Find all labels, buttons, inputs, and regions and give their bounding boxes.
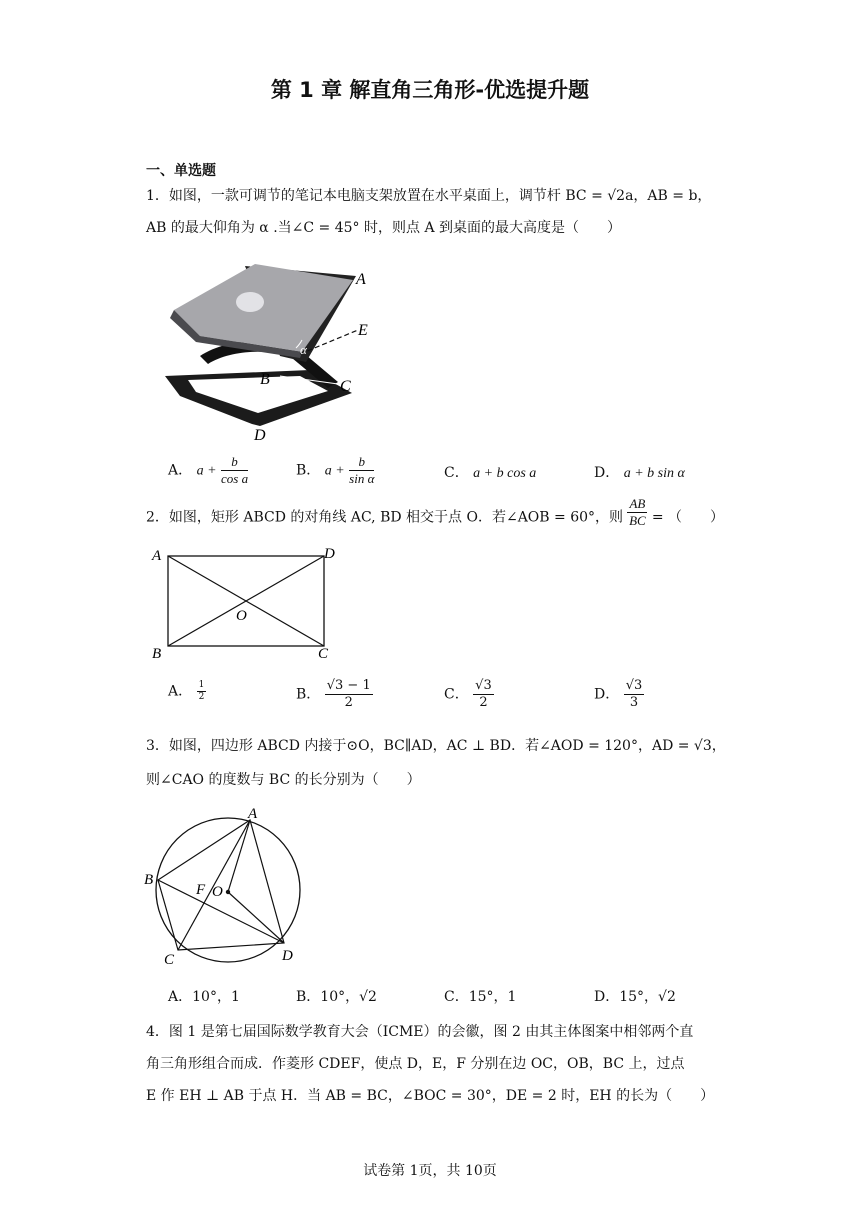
q2-option-b-frac: $\frac{√3 - 1}{2}$ — [326, 678, 371, 710]
q3-option-d[interactable]: D．15°，√2 — [594, 989, 676, 1005]
q2-label-d: D — [324, 546, 335, 562]
q2-option-b[interactable]: B． $\frac{√3 - 1}{2}$ — [296, 678, 371, 710]
q1-stem-line1: 1．如图，一款可调节的笔记本电脑支架放置在水平桌面上，调节杆 BC = √2a，AB = b， — [146, 188, 712, 204]
q3-option-a[interactable]: A．10°，1 — [168, 989, 240, 1005]
q2-stem-text: 2．如图，矩形 ABCD 的对角线 AC, BD 相交于点 O．若∠AOB = 60°，则 — [146, 509, 624, 526]
q2-label-b: B — [152, 646, 162, 662]
q1-option-a-key: A． — [168, 462, 193, 479]
q3-option-c[interactable]: C．15°，1 — [444, 989, 517, 1005]
q1-option-d-key: D． — [594, 465, 620, 481]
q1-option-a[interactable] — [168, 454, 248, 487]
q1-label-45: 45° — [274, 381, 294, 396]
q2-option-c-frac: $\frac{√3}{2}$ — [475, 678, 492, 710]
q1-label-a: A — [356, 271, 366, 288]
q3-segment-oa — [228, 820, 250, 892]
q3-circle-figure — [140, 804, 310, 974]
q3-label-b: B — [144, 872, 154, 888]
q2-option-c[interactable]: C． $\frac{√3}{2}$ — [444, 678, 492, 710]
q3-label-c: C — [164, 952, 175, 968]
q3-label-o: O — [212, 884, 223, 900]
q1-stem-line2: AB 的最大仰角为 α .当∠C = 45° 时，则点 A 到桌面的最大高度是（ ） — [146, 220, 622, 236]
q2-label-c: C — [318, 646, 329, 662]
page-title: 第 1 章 解直角三角形-优选提升题 — [270, 78, 590, 102]
q2-rectangle-figure — [146, 544, 346, 664]
q2-option-a[interactable]: A． $\frac{1}{2}$ — [168, 680, 205, 702]
page-footer: 试卷第 1页，共 10页 — [363, 1163, 497, 1179]
q1-label-d: D — [254, 427, 266, 444]
q1-option-b-key: B． — [296, 462, 321, 479]
q2-label-o: O — [236, 608, 247, 624]
q4-stem-line2: 角三角形组合而成．作菱形 CDEF，使点 D，E，F 分别在边 OC，OB，BC 上，过点 — [146, 1056, 685, 1072]
q3-label-f: F — [196, 882, 206, 898]
q3-option-b[interactable]: B．10°，√2 — [296, 989, 377, 1005]
q1-option-d[interactable] — [594, 462, 685, 482]
q1-option-d-text: a + b sin α — [623, 466, 685, 481]
q1-option-c-text: a + b cos a — [473, 466, 537, 481]
q1-label-alpha: α — [300, 342, 307, 357]
q2-stem-frac: $\frac{AB}{BC}$ — [629, 496, 646, 528]
q3-center-point — [226, 890, 230, 894]
q1-option-c[interactable] — [444, 462, 536, 482]
section-heading: 一、单选题 — [146, 163, 216, 179]
q1-option-b-frac: $\frac{b}{\text{sin α}}$ — [349, 454, 375, 486]
apple-logo — [236, 292, 264, 312]
q4-stem-line3: E 作 EH ⊥ AB 于点 H．当 AB = BC，∠BOC = 30°，DE = 2 时，EH 的长为（ ） — [146, 1088, 715, 1104]
q1-label-b: B — [260, 371, 270, 388]
q3-stem-line2: 则∠CAO 的度数与 BC 的长分别为（ ） — [146, 772, 421, 788]
q2-label-a: A — [152, 548, 162, 564]
q1-option-b-pre: a + — [324, 463, 345, 479]
q3-stem-line1: 3．如图，四边形 ABCD 内接于⊙O，BC∥AD，AC ⊥ BD．若∠AOD = 120°，AD = √3， — [146, 738, 726, 754]
q1-option-a-pre: a + — [196, 463, 217, 479]
q2-option-d[interactable]: D． $\frac{√3}{3}$ — [594, 678, 643, 710]
q4-stem-line1: 4．图 1 是第七届国际数学教育大会（ICME）的会徽，图 2 由其主体图案中相邻两个直 — [146, 1024, 694, 1040]
q2-option-d-frac: $\frac{√3}{3}$ — [625, 678, 643, 710]
q1-option-a-frac: $\frac{b}{\text{cos a}}$ — [220, 454, 249, 486]
q3-label-a: A — [248, 806, 258, 822]
q2-option-a-frac: $\frac{1}{2}$ — [198, 680, 205, 702]
q1-label-c: C — [340, 378, 351, 395]
q1-option-b[interactable] — [296, 454, 374, 487]
q2-stem-tail: = （ ） — [651, 509, 725, 526]
q3-label-d: D — [282, 948, 293, 964]
q3-segment-od — [228, 892, 284, 943]
q1-option-c-key: C． — [444, 465, 469, 481]
q1-laptop-stand-figure — [160, 258, 380, 448]
q2-stem — [146, 496, 726, 529]
q1-label-e: E — [358, 322, 368, 339]
